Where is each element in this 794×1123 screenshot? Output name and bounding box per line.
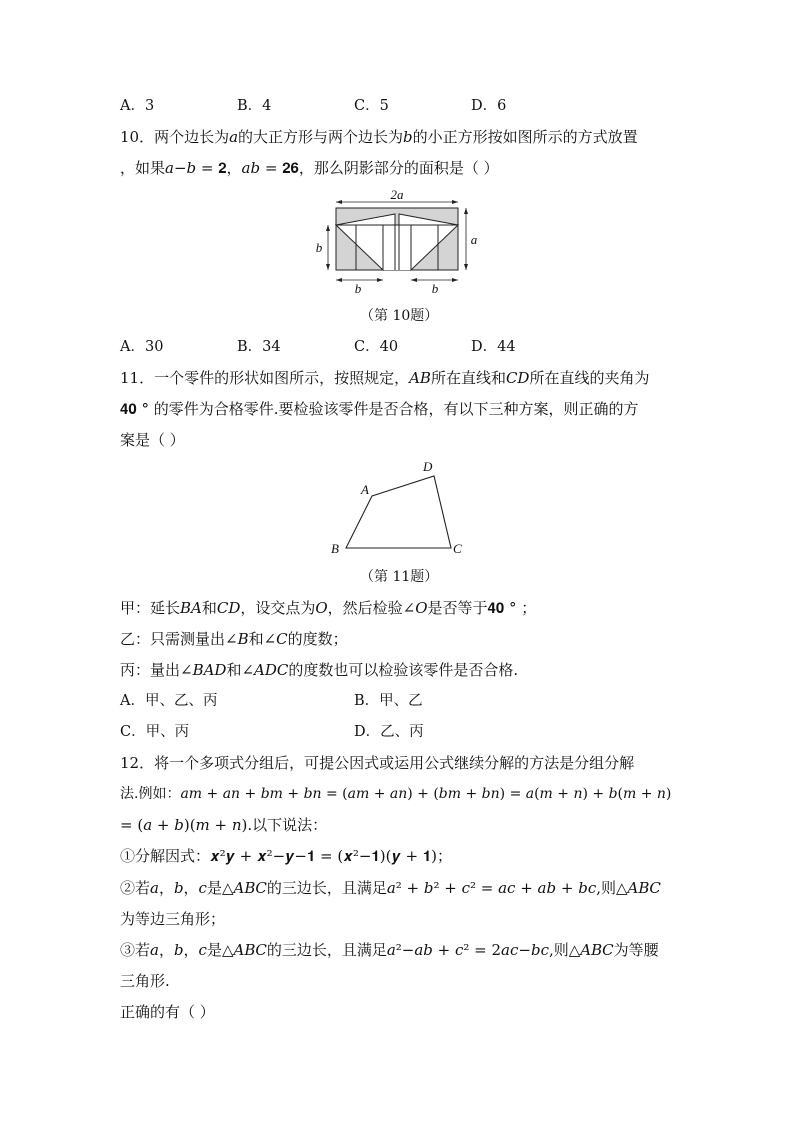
q11-option-a: A．甲、乙、丙 (120, 693, 218, 709)
q11-option-d: D．乙、丙 (354, 724, 424, 740)
q10-arrow-right-bottom (464, 264, 468, 270)
q9-option-a: A．3 (120, 98, 155, 114)
q10-label-right: a (470, 232, 478, 247)
q10-arrow-right-top (464, 208, 468, 214)
q10-arrow-br-right (452, 278, 458, 282)
q10-stem-line2: ，如果𝑎−𝑏 = 𝟐，𝑎𝑏 = 𝟐𝟔，那么阴影部分的面积是（ ） (120, 159, 499, 177)
q10-center-gap (383, 225, 411, 270)
q10-option-c: C．40 (354, 339, 399, 355)
q11-stem-line1: 11．一个零件的形状如图所示，按照规定，𝐴𝐵所在直线和𝐶𝐷所在直线的夹角为 (120, 369, 650, 387)
q12-statement-3-line2: 三角形. (120, 972, 170, 990)
q11-figure (326, 456, 476, 560)
q11-label-a: A (361, 482, 369, 497)
q9-option-d: D．6 (471, 98, 507, 114)
q10-label-top: 2a (390, 188, 404, 202)
q12-statement-2-line1: ②若𝑎，𝑏，𝑐是△𝐴𝐵𝐶的三边长，且满足𝑎² + 𝑏² + 𝑐² = 𝑎𝑐 + 𝑎𝑏 + 𝑏𝑐,则△𝐴𝐵𝐶 (120, 879, 661, 897)
q12-statement-1: ①分解因式：𝒙²𝒚 + 𝒙²−𝒚−𝟏 = (𝒙²−𝟏)(𝒚 + 𝟏)； (120, 847, 453, 865)
q12-question: 正确的有（ ） (120, 1003, 215, 1021)
q12-statement-3-line1: ③若𝑎，𝑏，𝑐是△𝐴𝐵𝐶的三边长，且满足𝑎²−𝑎𝑏 + 𝑐² = 2𝑎𝑐−𝑏𝑐,则△𝐴𝐵𝐶为等腰 (120, 941, 659, 959)
q11-caption: （第 11题） (360, 569, 439, 585)
q11-label-b: B (331, 541, 339, 556)
q10-stem-line1: 10．两个边长为𝑎的大正方形与两个边长为𝑏的小正方形按如图所示的方式放置 (120, 128, 638, 146)
q11-option-c: C．甲、丙 (120, 724, 190, 740)
q9-option-b: B．4 (237, 98, 272, 114)
q10-option-b: B．34 (237, 339, 281, 355)
q10-label-left: b (316, 240, 323, 255)
q10-arrow-top-left (336, 200, 342, 204)
q11-option-b: B．甲、乙 (354, 693, 423, 709)
q10-label-bottom-right: b (431, 281, 439, 296)
q10-figure (316, 188, 486, 300)
q12-statement-2-line2: 为等边三角形； (120, 910, 226, 928)
q12-stem-line1: 12．将一个多项式分组后，可提公因式或运用公式继续分解的方法是分组分解 (120, 754, 635, 772)
q11-label-c: C (453, 541, 462, 556)
q10-arrow-top-right (452, 200, 458, 204)
q10-caption: （第 10题） (360, 308, 439, 324)
q11-label-d: D (423, 459, 433, 474)
q10-arrow-br-left (411, 278, 417, 282)
q12-stem-line3: = (𝑎 + 𝑏)(𝑚 + 𝑛).以下说法： (120, 816, 328, 834)
q10-option-d: D．44 (471, 339, 516, 355)
q10-arrow-bl-right (377, 278, 383, 282)
q11-stem-line3: 案是（ ） (120, 431, 185, 449)
q10-arrow-left-top (326, 225, 330, 231)
q11-plan-yi: 乙：只需测量出∠𝐵和∠𝐶的度数； (120, 630, 348, 648)
q12-stem-line2: 法.例如：𝑎𝑚 + 𝑎𝑛 + 𝑏𝑚 + 𝑏𝑛 = (𝑎𝑚 + 𝑎𝑛) + (𝑏𝑚 + 𝑏𝑛) = 𝑎(𝑚 + 𝑛) + 𝑏(𝑚 + 𝑛) (120, 786, 672, 802)
q11-plan-bing: 丙：量出∠𝐵𝐴𝐷和∠𝐴𝐷𝐶的度数也可以检验该零件是否合格. (120, 661, 519, 679)
q10-option-a: A．30 (120, 339, 164, 355)
q10-arrow-left-bottom (326, 264, 330, 270)
q9-option-c: C．5 (354, 98, 389, 114)
q10-arrow-bl-left (336, 278, 342, 282)
q10-label-bottom-left: b (354, 281, 362, 296)
q11-stem-line2: 𝟒𝟎 ° 的零件为合格零件.要检验该零件是否合格，有以下三种方案，则正确的方 (120, 400, 639, 418)
q11-plan-jia: 甲：延长𝐵𝐴和𝐶𝐷，设交点为𝑂，然后检验∠𝑂是否等于𝟒𝟎 ° ； (120, 599, 537, 617)
